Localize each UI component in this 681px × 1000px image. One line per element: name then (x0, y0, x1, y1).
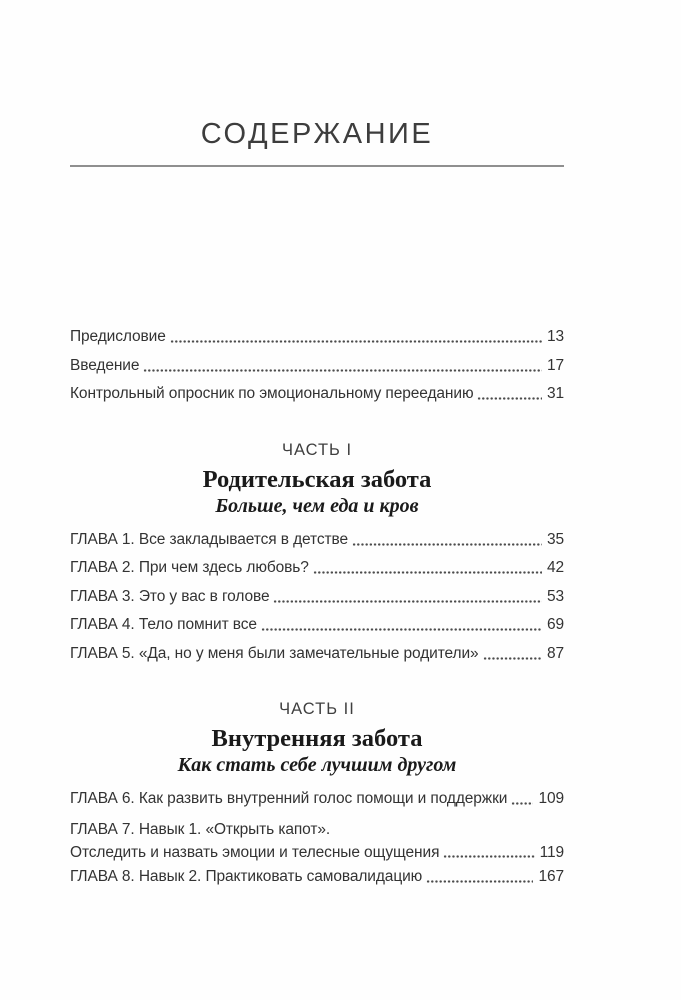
toc-entry-label: Предисловие (70, 328, 166, 345)
toc-entry-line1: ГЛАВА 7. Навык 1. «Открыть капот». (70, 820, 331, 838)
toc-entry-page: 119 (539, 843, 564, 861)
dot-leader (443, 843, 534, 863)
dot-leader (170, 323, 542, 352)
toc-entry (70, 863, 564, 892)
toc-entry-row (70, 352, 564, 381)
dot-leader (273, 583, 541, 612)
toc-entry-page: 42 (546, 559, 564, 576)
toc-entry-label: Отследить и назвать эмоции и телесные ощущения (70, 843, 440, 861)
toc-entry-page: 167 (538, 867, 564, 885)
toc-entry-label: ГЛАВА 8. Навык 2. Практиковать самовалидацию (70, 867, 423, 885)
dot-leader (261, 611, 542, 640)
toc-entry (70, 640, 564, 669)
chapter-list (70, 526, 564, 669)
toc-entry-row (70, 863, 564, 892)
toc-entry-page: 13 (546, 328, 564, 345)
toc-entry (70, 526, 564, 555)
toc-entry-page: 109 (538, 790, 564, 807)
toc-entry-page: 87 (546, 644, 564, 662)
part-title: Родительская забота (202, 465, 432, 493)
toc-entry-page: 17 (546, 356, 564, 374)
toc-entry-label: Введение (70, 356, 140, 374)
toc-entry (70, 611, 564, 640)
part-title: Внутренняя забота (211, 725, 423, 752)
toc-entry (70, 380, 564, 409)
toc-entry (70, 785, 564, 814)
toc-content (70, 0, 564, 891)
dot-leader (477, 380, 541, 409)
toc-entry (70, 814, 564, 863)
part-section (70, 699, 564, 891)
toc-entry (70, 323, 564, 352)
toc-entry-row (70, 380, 564, 409)
toc-entry-page: 35 (546, 530, 564, 548)
toc-entry-label: ГЛАВА 5. «Да, но у меня были замечательные родители» (70, 644, 479, 662)
toc-entry-row (70, 785, 564, 814)
toc-entry-row (70, 843, 564, 863)
toc-entry-label: ГЛАВА 3. Это у вас в голове (70, 587, 270, 605)
toc-entry-page: 53 (546, 587, 564, 605)
part-kicker: ЧАСТЬ II (279, 700, 355, 718)
toc-entry-row (70, 323, 564, 352)
front-matter-list (70, 323, 564, 409)
toc-entry-page: 69 (546, 616, 564, 633)
dot-leader (143, 352, 542, 381)
part-section (70, 440, 564, 669)
toc-entry-label: ГЛАВА 2. При чем здесь любовь? (70, 559, 309, 576)
toc-entry (70, 583, 564, 612)
dot-leader (483, 640, 542, 669)
toc-entry-row (70, 583, 564, 612)
parts-container (70, 440, 564, 892)
toc-entry-label: ГЛАВА 6. Как развить внутренний голос помощи и поддержки (70, 790, 508, 807)
toc-entry-page: 31 (546, 385, 564, 402)
toc-entry-label: Контрольный опросник по эмоциональному перееданию (70, 385, 474, 402)
part-kicker: ЧАСТЬ I (281, 440, 353, 459)
toc-entry-row (70, 640, 564, 669)
dot-leader (313, 554, 542, 583)
toc-entry (70, 352, 564, 381)
part-subtitle: Больше, чем еда и кров (215, 494, 419, 517)
part-subtitle: Как стать себе лучшим другом (177, 754, 457, 776)
toc-entry-row (70, 526, 564, 555)
dot-leader (426, 863, 533, 892)
toc-entry-row (70, 611, 564, 640)
toc-entry-row (70, 554, 564, 583)
toc-entry-label: ГЛАВА 4. Тело помнит все (70, 616, 257, 633)
dot-leader (511, 785, 533, 814)
title-divider (70, 165, 564, 167)
toc-entry-label: ГЛАВА 1. Все закладывается в детстве (70, 530, 348, 548)
chapter-list (70, 785, 564, 891)
dot-leader (352, 526, 542, 555)
toc-entry (70, 554, 564, 583)
page-title: СОДЕРЖАНИЕ (200, 118, 434, 150)
